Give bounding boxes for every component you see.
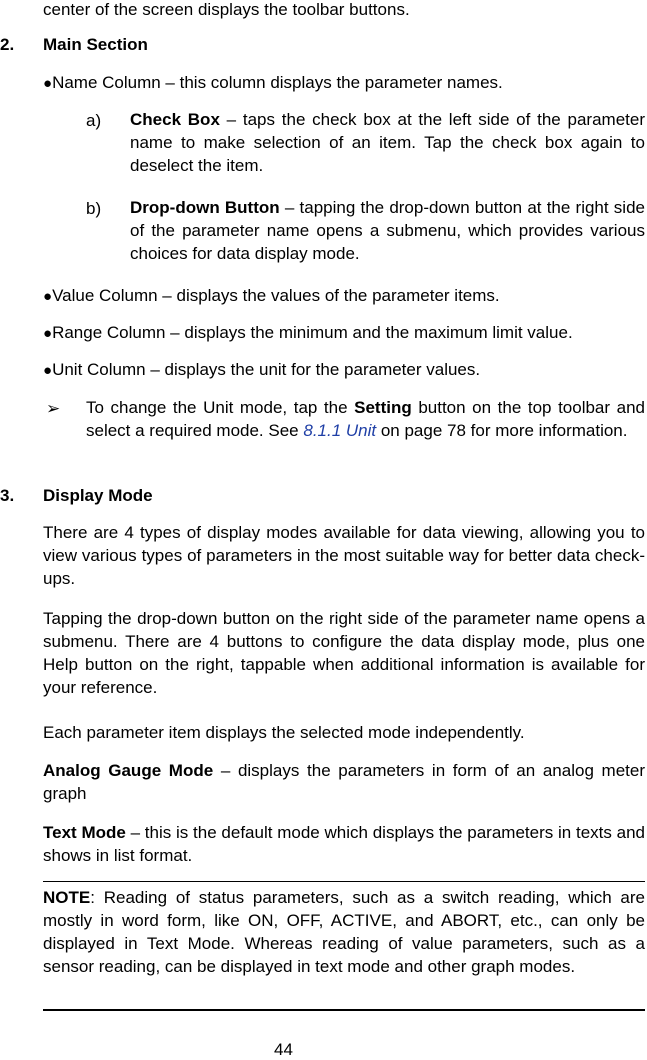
bullet-icon: ● [43, 362, 53, 379]
section-2-number: 2. [0, 35, 15, 54]
bullet-icon: ● [43, 288, 53, 305]
section-3-number: 3. [0, 486, 15, 505]
text-mode-term: Text Mode [43, 823, 126, 842]
display-mode-para-2: Tapping the drop-down button on the right side of the parameter name opens a submenu. There are 4 buttons to configure the data display mode, plus one Help button on the right, tappable when additional information is available for your reference. [43, 609, 645, 697]
bullet-icon: ● [43, 75, 53, 92]
display-mode-para-1: There are 4 types of display modes available for data viewing, allowing you to view various types of parameters in the most suitable way for better data check-ups. [43, 523, 645, 588]
unit-column-item: ●Unit Column – displays the unit for the parameter values. [43, 360, 481, 379]
unit-section-link[interactable]: 8.1.1 Unit [303, 421, 377, 440]
note-bottom-rule [43, 1009, 645, 1011]
unit-tip-text: To change the Unit mode, tap the Setting button on the top toolbar and select a required mode. See 8.1.1 Unit on page 78 for more information. [86, 398, 645, 440]
item-b-label: b) [86, 199, 102, 218]
bullet-icon: ● [43, 325, 53, 342]
range-column-item: ●Range Column – displays the minimum and the maximum limit value. [43, 323, 573, 342]
item-a-text: Check Box – taps the check box at the left side of the parameter name to make selection of an item. Tap the check box again to deselect the item. [130, 110, 645, 175]
note-top-rule [43, 881, 645, 882]
check-box-term: Check Box [130, 110, 220, 129]
name-column-text: Name Column – this column displays the parameter names. [52, 73, 503, 92]
name-column-item [43, 73, 503, 94]
intro-line: center of the screen displays the toolbar buttons. [43, 0, 410, 19]
analog-gauge-mode: Analog Gauge Mode – displays the parameters in form of an analog meter graph [43, 761, 645, 803]
display-mode-para-3: Each parameter item displays the selected mode independently. [43, 723, 525, 742]
setting-term: Setting [354, 398, 412, 417]
item-a-label: a) [86, 111, 102, 130]
section-2-heading: Main Section [43, 35, 148, 54]
drop-down-button-term: Drop-down Button [130, 198, 280, 217]
item-b-text: Drop-down Button – tapping the drop-down button at the right side of the parameter name opens a submenu, which provides various choices for data display mode. [130, 198, 645, 263]
analog-gauge-term: Analog Gauge Mode [43, 761, 214, 780]
page-number: 44 [274, 1040, 293, 1059]
note-label: NOTE [43, 888, 91, 907]
arrow-bullet-icon: ➢ [46, 399, 61, 418]
text-mode: Text Mode – this is the default mode which displays the parameters in texts and shows in list format. [43, 823, 645, 865]
section-3-heading: Display Mode [43, 486, 153, 505]
value-column-item: ●Value Column – displays the values of the parameter items. [43, 286, 500, 305]
note-text: NOTE: Reading of status parameters, such as a switch reading, which are mostly in word form, like ON, OFF, ACTIVE, and ABORT, etc., can only be displayed in Text Mode. Whereas reading of value parameters, such as a sensor reading, can be displayed in text mode and other graph modes. [43, 888, 645, 976]
